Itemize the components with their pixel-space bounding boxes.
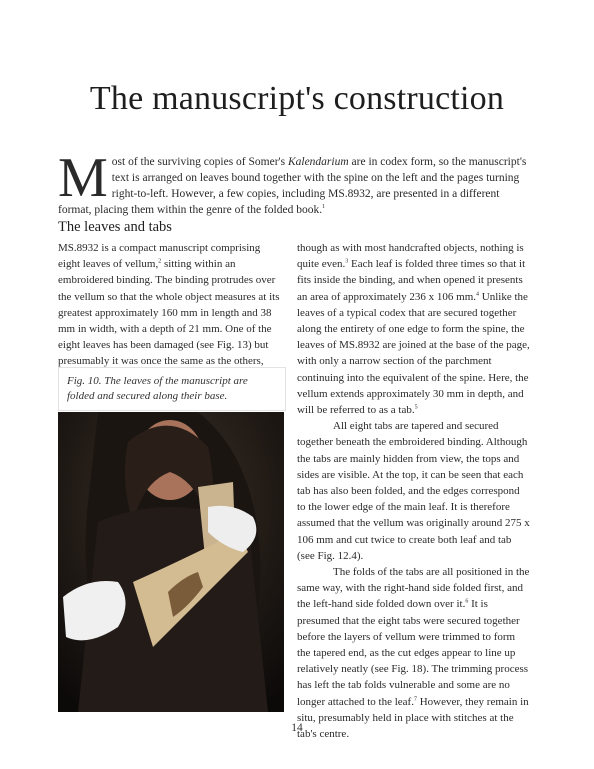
intro-italic-title: Kalendarium — [287, 156, 349, 168]
right-text: The folds of the tabs are all positioned in the same way, with the right-hand side folded first, and the left-hand side folded down over it. — [297, 566, 530, 611]
figure-caption: Fig. 10. The leaves of the manuscript are folded and secured along their base. — [58, 367, 286, 411]
footnote-ref: 7 — [413, 696, 417, 703]
right-text: Each leaf is folded three times so that it fits inside the binding, and when opened it presents an area of approximately 236 x 106 mm. — [297, 258, 526, 303]
footnote-ref: 6 — [465, 598, 469, 605]
footnote-ref: 1 — [322, 204, 326, 211]
left-column — [58, 240, 282, 370]
right-paragraph-2: All eight tabs are tapered and secured together beneath the embroidered binding. Although the tabs are mainly hidden from view, the tops and sides are visible. At the top, it can be seen that each tab has also been folded, and the edges correspond to the lower edge of the main leaf. It is therefore assumed that the vellum was originally around 275 x 106 mm and cut twice to create both leaf and tab (see Fig. 12.4). — [297, 420, 530, 562]
footnote-ref: 4 — [476, 290, 480, 297]
right-text: It is presumed that the eight tabs were secured together before the layers of vellum were trimmed to form the tapered end, as the cut edges appear to line up relatively neatly (see Fig. 18). The trimming process has left the tab folds vulnerable and some are no longer attached to the leaf. — [297, 598, 529, 708]
section-heading: The leaves and tabs — [58, 219, 172, 235]
page-number: 14 — [291, 722, 303, 734]
manuscript-photo — [58, 412, 284, 712]
page-title: The manuscript's construction — [89, 80, 505, 117]
footnote-ref: 2 — [158, 258, 162, 265]
intro-paragraph — [58, 147, 530, 218]
drop-cap: M — [58, 147, 108, 209]
intro-text-2: are in codex form, so the manuscript's text is arranged on leaves bound together with the spine on the left and the pages turning right-to-left. However, a few copies, including MS.8932, are presented in a different format, placing them within the genre of the folded book. — [58, 156, 527, 216]
footnote-ref: 5 — [414, 404, 418, 411]
footnote-ref: 3 — [345, 258, 349, 265]
right-text: Unlike the leaves of a typical codex that are secured together along the entirety of one edge to form the spine, the leaves of MS.8932 are joined at the base of the page, with only a narrow section of the parchment continuing into the equivalent of the spine. Here, the vellum extends approximately 30 mm in depth, and will be referred to as a tab. — [297, 290, 530, 417]
intro-text-1: ost of the surviving copies of Somer's — [111, 156, 288, 168]
right-text: However, they remain in situ, presumably held in place with stitches at the tab's centre. — [297, 695, 529, 741]
left-text-1: MS.8932 is a compact manuscript comprising eight leaves of vellum, — [58, 242, 261, 271]
right-column — [297, 240, 530, 742]
right-text: though as with most handcrafted objects, nothing is quite even. — [297, 242, 524, 271]
left-text-2: sitting within an embroidered binding. The binding protrudes over the vellum so that the whole object measures at its greatest approximately 160 mm in length and 38 mm in width, with a depth of 21 mm. One of the eight leaves has been damaged (see Fig. 13) but presumably it was once the same as the others, — [58, 258, 280, 368]
